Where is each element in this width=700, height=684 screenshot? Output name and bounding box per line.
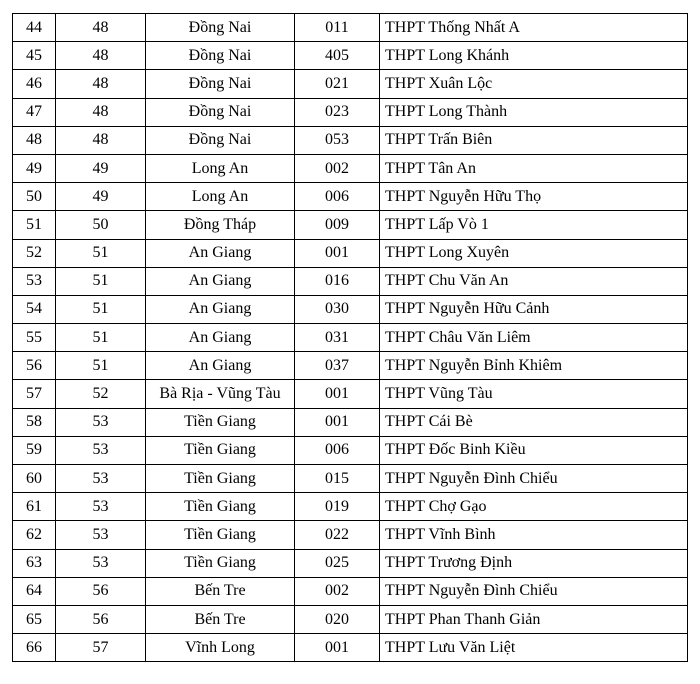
cell-stt: 60 xyxy=(13,465,56,493)
cell-province-code: 51 xyxy=(56,267,146,295)
cell-stt: 44 xyxy=(13,14,56,42)
cell-province: Tiền Giang xyxy=(146,408,295,436)
cell-school-name: THPT Nguyễn Hữu Thọ xyxy=(380,183,688,211)
cell-province-code: 48 xyxy=(56,14,146,42)
cell-school-name: THPT Cái Bè xyxy=(380,408,688,436)
cell-province: Bến Tre xyxy=(146,577,295,605)
cell-province-code: 51 xyxy=(56,239,146,267)
cell-stt: 53 xyxy=(13,267,56,295)
cell-school-name: THPT Vĩnh Bình xyxy=(380,521,688,549)
cell-school-code: 031 xyxy=(295,324,380,352)
cell-school-name: THPT Xuân Lộc xyxy=(380,70,688,98)
cell-province: Tiền Giang xyxy=(146,436,295,464)
cell-province: An Giang xyxy=(146,352,295,380)
cell-school-name: THPT Chợ Gạo xyxy=(380,493,688,521)
cell-school-code: 019 xyxy=(295,493,380,521)
cell-school-code: 009 xyxy=(295,211,380,239)
cell-province-code: 53 xyxy=(56,521,146,549)
cell-province-code: 51 xyxy=(56,324,146,352)
cell-province-code: 51 xyxy=(56,352,146,380)
cell-school-name: THPT Lấp Vò 1 xyxy=(380,211,688,239)
cell-school-name: THPT Nguyễn Bỉnh Khiêm xyxy=(380,352,688,380)
table-row xyxy=(13,295,688,323)
cell-school-name: THPT Nguyễn Đình Chiểu xyxy=(380,465,688,493)
cell-stt: 57 xyxy=(13,380,56,408)
cell-province: Đồng Nai xyxy=(146,126,295,154)
cell-school-name: THPT Nguyễn Đình Chiểu xyxy=(380,577,688,605)
cell-school-code: 001 xyxy=(295,239,380,267)
table-row xyxy=(13,239,688,267)
table-row xyxy=(13,493,688,521)
cell-school-name: THPT Trấn Biên xyxy=(380,126,688,154)
cell-school-code: 002 xyxy=(295,154,380,182)
cell-stt: 64 xyxy=(13,577,56,605)
cell-province: Tiền Giang xyxy=(146,549,295,577)
table-row xyxy=(13,521,688,549)
cell-stt: 45 xyxy=(13,42,56,70)
cell-province: An Giang xyxy=(146,239,295,267)
cell-province-code: 48 xyxy=(56,126,146,154)
cell-stt: 46 xyxy=(13,70,56,98)
cell-school-code: 021 xyxy=(295,70,380,98)
cell-stt: 63 xyxy=(13,549,56,577)
cell-province-code: 50 xyxy=(56,211,146,239)
cell-province: Tiền Giang xyxy=(146,465,295,493)
cell-province: Bến Tre xyxy=(146,605,295,633)
cell-school-name: THPT Đốc Binh Kiều xyxy=(380,436,688,464)
cell-province: An Giang xyxy=(146,295,295,323)
table-row xyxy=(13,436,688,464)
cell-province-code: 48 xyxy=(56,42,146,70)
cell-province: Đồng Nai xyxy=(146,98,295,126)
cell-province-code: 49 xyxy=(56,154,146,182)
cell-school-code: 002 xyxy=(295,577,380,605)
cell-stt: 58 xyxy=(13,408,56,436)
table-row xyxy=(13,634,688,662)
cell-province: Vĩnh Long xyxy=(146,634,295,662)
cell-province: Tiền Giang xyxy=(146,521,295,549)
cell-school-name: THPT Châu Văn Liêm xyxy=(380,324,688,352)
cell-school-name: THPT Long Thành xyxy=(380,98,688,126)
cell-province-code: 49 xyxy=(56,183,146,211)
cell-stt: 55 xyxy=(13,324,56,352)
cell-stt: 54 xyxy=(13,295,56,323)
cell-stt: 61 xyxy=(13,493,56,521)
cell-school-code: 023 xyxy=(295,98,380,126)
cell-stt: 47 xyxy=(13,98,56,126)
school-table-body xyxy=(13,14,688,662)
cell-stt: 59 xyxy=(13,436,56,464)
cell-school-name: THPT Tân An xyxy=(380,154,688,182)
table-row xyxy=(13,70,688,98)
cell-stt: 49 xyxy=(13,154,56,182)
cell-province: Đồng Tháp xyxy=(146,211,295,239)
table-row xyxy=(13,408,688,436)
table-row xyxy=(13,380,688,408)
table-row xyxy=(13,98,688,126)
cell-province: Đồng Nai xyxy=(146,14,295,42)
cell-school-code: 053 xyxy=(295,126,380,154)
cell-school-code: 405 xyxy=(295,42,380,70)
cell-school-code: 011 xyxy=(295,14,380,42)
cell-stt: 50 xyxy=(13,183,56,211)
cell-school-name: THPT Chu Văn An xyxy=(380,267,688,295)
cell-school-name: THPT Thống Nhất A xyxy=(380,14,688,42)
cell-school-code: 006 xyxy=(295,183,380,211)
cell-school-code: 037 xyxy=(295,352,380,380)
cell-province-code: 53 xyxy=(56,465,146,493)
table-row xyxy=(13,183,688,211)
cell-province-code: 53 xyxy=(56,436,146,464)
cell-school-code: 016 xyxy=(295,267,380,295)
cell-province-code: 53 xyxy=(56,408,146,436)
cell-stt: 56 xyxy=(13,352,56,380)
table-row xyxy=(13,154,688,182)
cell-school-name: THPT Nguyễn Hữu Cảnh xyxy=(380,295,688,323)
table-row xyxy=(13,211,688,239)
cell-province: Bà Rịa - Vũng Tàu xyxy=(146,380,295,408)
table-row xyxy=(13,352,688,380)
table-row xyxy=(13,14,688,42)
table-row xyxy=(13,577,688,605)
cell-stt: 48 xyxy=(13,126,56,154)
school-table xyxy=(12,13,688,662)
cell-province-code: 53 xyxy=(56,549,146,577)
cell-school-code: 001 xyxy=(295,634,380,662)
cell-stt: 65 xyxy=(13,605,56,633)
table-row xyxy=(13,126,688,154)
cell-province-code: 56 xyxy=(56,577,146,605)
cell-province-code: 53 xyxy=(56,493,146,521)
cell-province: An Giang xyxy=(146,267,295,295)
table-row xyxy=(13,605,688,633)
cell-stt: 62 xyxy=(13,521,56,549)
cell-school-code: 001 xyxy=(295,380,380,408)
table-row xyxy=(13,465,688,493)
cell-school-name: THPT Phan Thanh Giản xyxy=(380,605,688,633)
cell-school-name: THPT Trương Định xyxy=(380,549,688,577)
cell-province-code: 48 xyxy=(56,98,146,126)
cell-stt: 66 xyxy=(13,634,56,662)
cell-province: Đồng Nai xyxy=(146,70,295,98)
cell-province: Đồng Nai xyxy=(146,42,295,70)
cell-province: An Giang xyxy=(146,324,295,352)
cell-province: Long An xyxy=(146,183,295,211)
cell-school-code: 025 xyxy=(295,549,380,577)
cell-stt: 52 xyxy=(13,239,56,267)
cell-province-code: 57 xyxy=(56,634,146,662)
cell-school-code: 020 xyxy=(295,605,380,633)
table-row xyxy=(13,324,688,352)
cell-province-code: 56 xyxy=(56,605,146,633)
cell-school-name: THPT Vũng Tàu xyxy=(380,380,688,408)
cell-school-code: 006 xyxy=(295,436,380,464)
cell-school-name: THPT Long Xuyên xyxy=(380,239,688,267)
cell-school-name: THPT Lưu Văn Liệt xyxy=(380,634,688,662)
cell-school-name: THPT Long Khánh xyxy=(380,42,688,70)
table-row xyxy=(13,549,688,577)
cell-stt: 51 xyxy=(13,211,56,239)
cell-province: Tiền Giang xyxy=(146,493,295,521)
cell-province-code: 51 xyxy=(56,295,146,323)
cell-province: Long An xyxy=(146,154,295,182)
cell-school-code: 001 xyxy=(295,408,380,436)
cell-school-code: 030 xyxy=(295,295,380,323)
cell-province-code: 48 xyxy=(56,70,146,98)
table-row xyxy=(13,42,688,70)
cell-school-code: 015 xyxy=(295,465,380,493)
table-row xyxy=(13,267,688,295)
cell-province-code: 52 xyxy=(56,380,146,408)
cell-school-code: 022 xyxy=(295,521,380,549)
